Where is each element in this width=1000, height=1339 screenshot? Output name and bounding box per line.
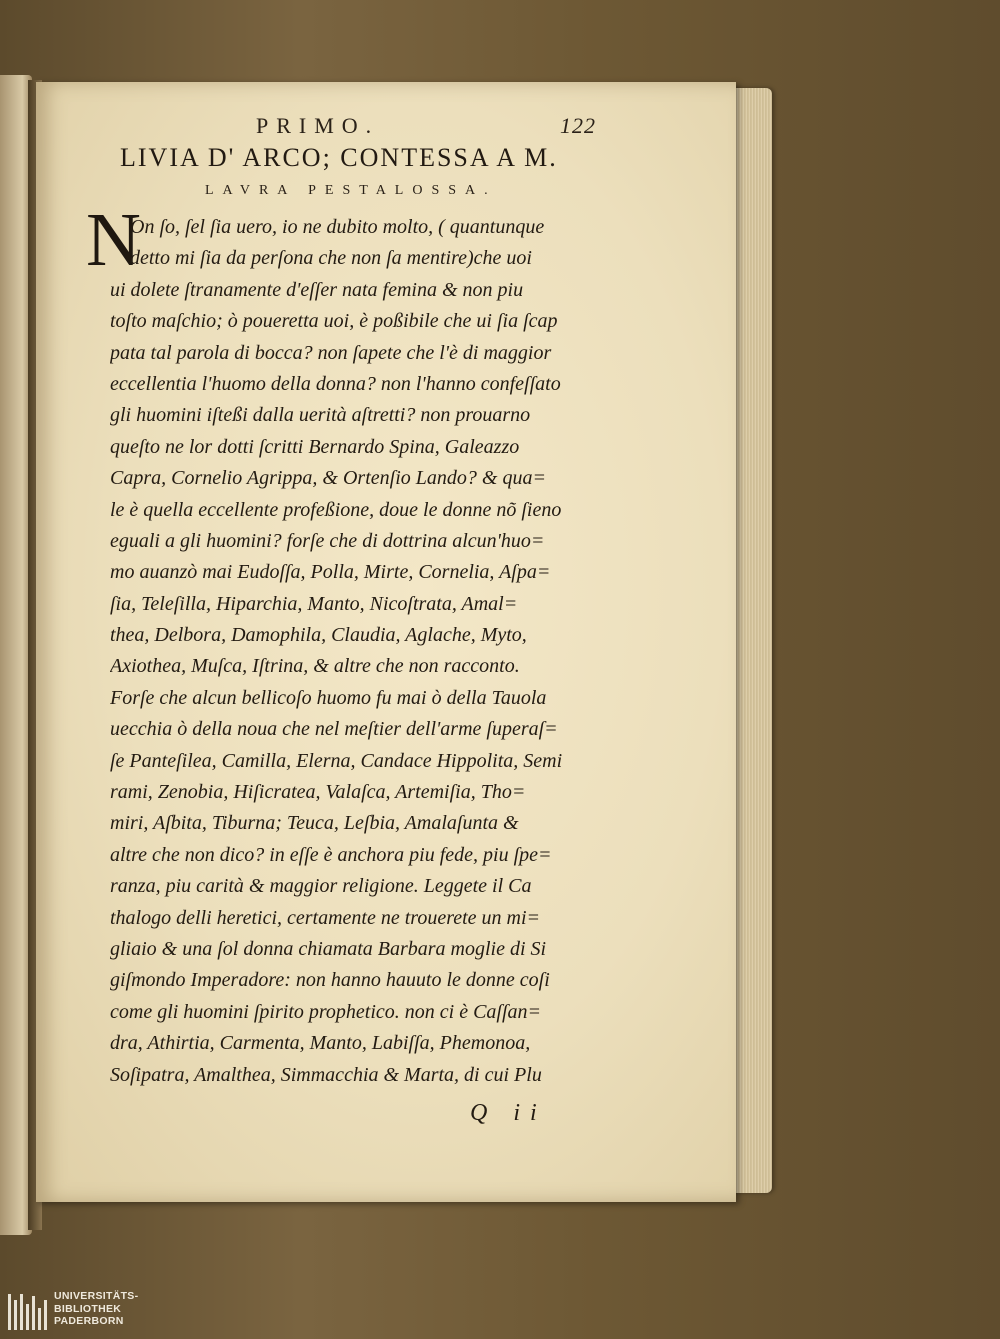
drop-cap: N [86, 198, 141, 282]
text-line: On ſo, ſel ſia uero, io ne dubito molto, ( quantunque [130, 216, 545, 238]
text-line: giſmondo Imperadore: non hanno hauuto le donne coſi [110, 969, 550, 992]
text-line: thalogo delli heretici, certamente ne trouerete un mi= [110, 906, 541, 929]
text-line: gli huomini iſteßi dalla uerità aſtretti? non prouarno [110, 404, 531, 427]
text-line: rami, Zenobia, Hiſicratea, Valaſca, Artemiſia, Tho= [110, 781, 526, 804]
text-line: Capra, Cornelio Agrippa, & Ortenſio Lando? & qua= [110, 467, 546, 490]
running-head [256, 113, 616, 143]
library-logo[interactable] [8, 1290, 148, 1336]
running-head-label: PRIMO. [256, 113, 380, 138]
signature-mark: Q ii [470, 1100, 547, 1126]
text-line: pata tal parola di bocca? non ſapete che l'è di maggior [110, 341, 552, 364]
logo-line-1: UNIVERSITÄTS- [54, 1290, 139, 1302]
text-line: altre che non dico? in eſſe è anchora piu fede, piu ſpe= [110, 843, 552, 866]
text-line: ranza, piu carità & maggior religione. Leggete il Ca [110, 875, 532, 898]
text-line: ſe Panteſilea, Camilla, Elerna, Candace Hippolita, Semi [110, 749, 563, 772]
text-line: come gli huomini ſpirito prophetico. non ci è Caſſan= [110, 1000, 542, 1023]
text-line: eccellentia l'huomo della donna? non l'hanno confeſſato [110, 372, 561, 395]
letter-body [110, 212, 620, 1091]
text-line: mo auanzò mai Eudoſſa, Polla, Mirte, Cornelia, Aſpa= [110, 561, 551, 584]
letter-recipient: LAVRA PESTALOSSA. [205, 183, 497, 198]
library-logo-text [54, 1290, 154, 1328]
text-line: Axiothea, Muſca, Iſtrina, & altre che non racconto. [110, 655, 520, 678]
text-line: ui dolete ſtranamente d'eſſer nata femina & non piu [110, 278, 524, 301]
text-line: miri, Aſbita, Tiburna; Teuca, Leſbia, Amalaſunta & [110, 812, 519, 835]
text-line: dra, Athirtia, Carmenta, Manto, Labiſſa, Phemonoa, [110, 1032, 531, 1055]
folio-number: 122 [560, 113, 596, 138]
text-line: thea, Delbora, Damophila, Claudia, Aglache, Myto, [110, 624, 527, 647]
library-logo-icon [8, 1294, 48, 1330]
text-line: le è quella eccellente profeßione, doue le donne nõ ſieno [110, 498, 562, 521]
text-line: gliaio & una ſol donna chiamata Barbara moglie di Si [110, 937, 547, 960]
text-line: ſia, Teleſilla, Hiparchia, Manto, Nicoſtrata, Amal= [110, 592, 518, 615]
text-line: Forſe che alcun bellicoſo huomo fu mai ò della Tauola [110, 686, 547, 709]
text-line: Soſipatra, Amalthea, Simmacchia & Marta, di cui Plu [110, 1063, 542, 1086]
text-line: detto mi ſia da perſona che non ſa mentire)che uoi [130, 247, 532, 270]
text-line: queſto ne lor dotti ſcritti Bernardo Spina, Galeazzo [110, 435, 520, 458]
logo-line-3: PADERBORN [54, 1315, 124, 1327]
letter-title: LIVIA D' ARCO; CONTESSA A M. [120, 143, 558, 172]
text-line: toſto maſchio; ò poueretta uoi, è poßibile che ui ſia ſcap [110, 310, 558, 333]
logo-line-2: BIBLIOTHEK [54, 1302, 122, 1315]
text-line: uecchia ò della noua che nel meſtier dell'arme ſuperaſ= [110, 718, 558, 741]
text-line: eguali a gli huomini? forſe che di dottrina alcun'huo= [110, 529, 545, 552]
